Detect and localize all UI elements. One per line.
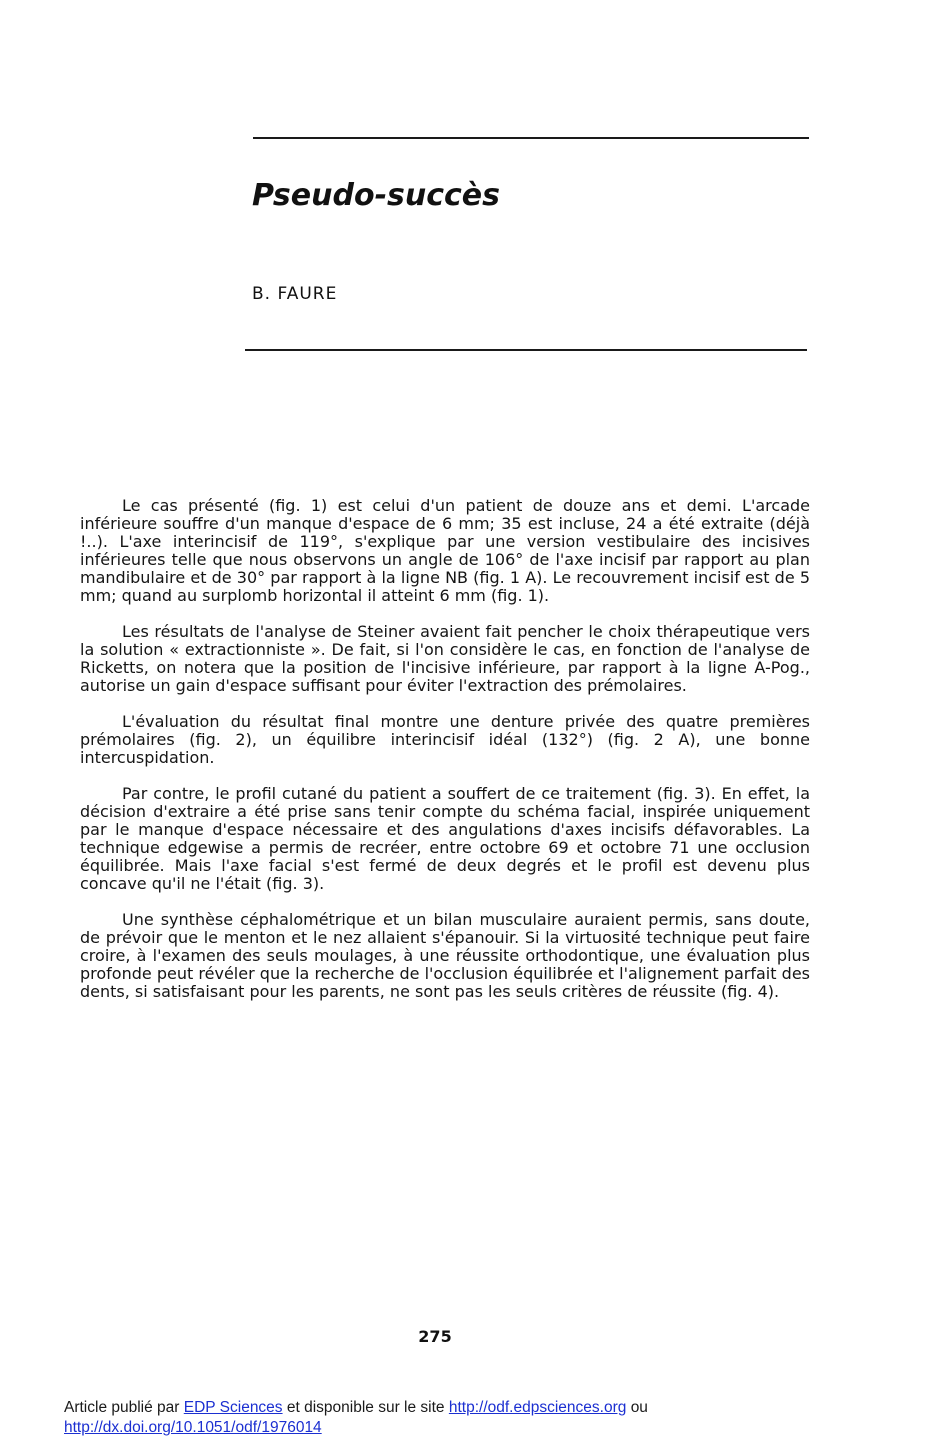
article-body <box>80 497 810 1019</box>
body-paragraph-4: Par contre, le profil cutané du patient a souffert de ce traitement (fig. 3). En effet, la décision d'extraire a été prise sans tenir compte du schéma facial, inspirée uniquement par le manque d'espace nécessaire et des angulations d'axes incisifs défavorables. La technique edgewise a permis de recréer, entre octobre 69 et octobre 71 une occlusion équilibrée. Mais l'axe facial s'est fermé de deux degrés et le profil est devenu plus concave qu'il ne l'était (fig. 3). <box>80 784 810 893</box>
publication-footer <box>64 1398 884 1438</box>
body-paragraph-1: Le cas présenté (fig. 1) est celui d'un patient de douze ans et demi. L'arcade inférieure souffre d'un manque d'espace de 6 mm; 35 est incluse, 24 a été extraite (déjà !..). L'axe interincisif de 119°, s'explique par une version vestibulaire des incisives inférieures telle que nous observons un angle de 106° de l'axe incisif par rapport au plan mandibulaire et de 30° par rapport à la ligne NB (fig. 1 A). Le recouvrement incisif est de 5 mm; quand au surplomb horizontal il atteint 6 mm (fig. 1). <box>80 496 810 605</box>
top-divider <box>253 137 809 139</box>
body-paragraph-2: Les résultats de l'analyse de Steiner avaient fait pencher le choix thérapeutique vers la solution « extractionniste ». De fait, si l'on considère le cas, en fonction de l'analyse de Ricketts, on notera que la position de l'incisive inférieure, par rapport à la ligne A-Pog., autorise un gain d'espace suffisant pour éviter l'extraction des prémolaires. <box>80 622 810 695</box>
publisher-link[interactable]: EDP Sciences <box>183 1399 283 1416</box>
header-divider <box>245 349 807 351</box>
body-paragraph-5: Une synthèse céphalométrique et un bilan musculaire auraient permis, sans doute, de prévoir que le menton et le nez allaient s'épanouir. Si la virtuosité technique peut faire croire, à l'examen des seuls moulages, à une réussite orthodontique, une évaluation plus profonde peut révéler que la recherche de l'occlusion équilibrée et l'alignement parfait des dents, si satisfaisant pour les parents, ne sont pas les seuls critères de réussite (fig. 4). <box>80 910 810 1001</box>
body-paragraph-3: L'évaluation du résultat final montre une denture privée des quatre premières prémolaires (fig. 2), un équilibre interincisif idéal (132°) (fig. 2 A), une bonne intercuspidation. <box>80 712 810 767</box>
footer-prefix: Article publié par <box>64 1399 180 1416</box>
article-author: B. FAURE <box>252 284 338 304</box>
footer-middle: et disponible sur le site <box>286 1399 445 1416</box>
article-title: Pseudo-succès <box>252 178 500 213</box>
doi-link[interactable]: http://dx.doi.org/10.1051/odf/1976014 <box>64 1419 322 1436</box>
footer-suffix: ou <box>630 1399 648 1416</box>
site-link[interactable]: http://odf.edpsciences.org <box>448 1399 627 1416</box>
page-number: 275 <box>418 1327 452 1346</box>
